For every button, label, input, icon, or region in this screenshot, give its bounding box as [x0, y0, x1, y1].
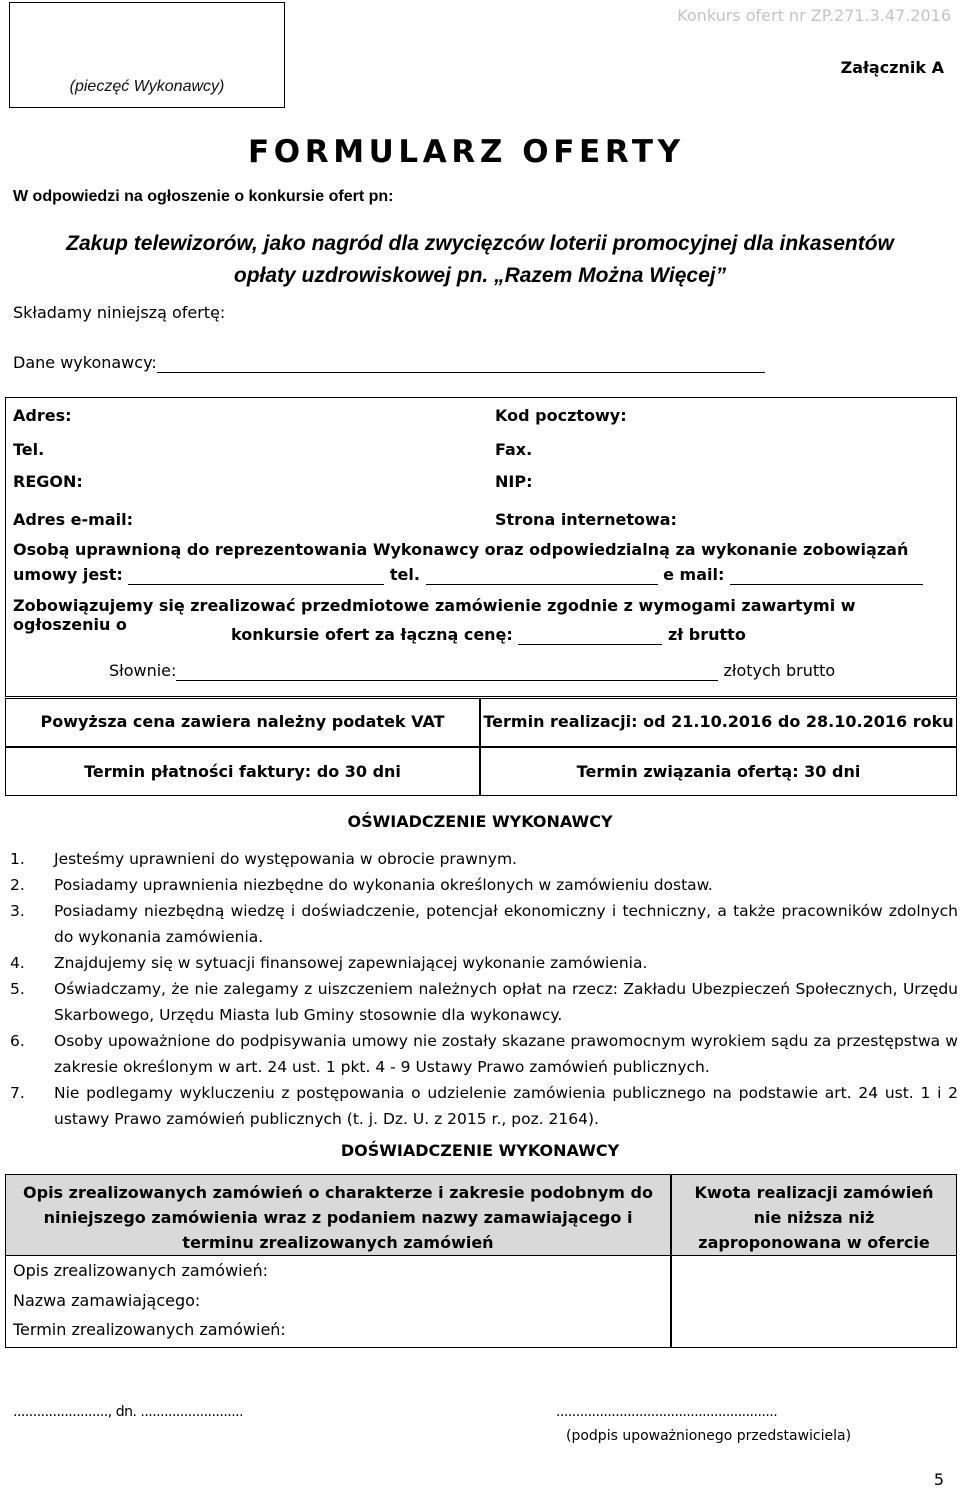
list-item — [10, 846, 958, 872]
in-words-suffix: złotych brutto — [723, 661, 836, 680]
stamp-label: (pieczęć Wykonawcy) — [69, 78, 225, 95]
payment-term: Termin płatności faktury: do 30 dni — [84, 762, 401, 781]
terms-box — [5, 698, 957, 796]
list-item — [10, 898, 958, 950]
list-item — [10, 1080, 958, 1132]
list-item — [10, 872, 958, 898]
response-line: W odpowiedzi na ogłoszenie o konkursie ofert pn: — [13, 188, 394, 205]
vat-note: Powyższa cena zawiera należny podatek VAT — [40, 712, 445, 731]
commitment-line-1: Zobowiązujemy się zrealizować przedmiotowe zamówienie zgodnie z wymogami zawartymi w ogłoszeniu o — [13, 596, 856, 634]
contractor-label: Dane wykonawcy: — [13, 353, 157, 372]
contractor-stamp-box — [9, 2, 285, 108]
currency-gross-label: zł brutto — [667, 625, 746, 644]
offer-subject — [0, 228, 960, 292]
subject-line-1: Zakup telewizorów, jako nagród dla zwycięzców loterii promocyjnej dla inkasentów — [66, 232, 894, 255]
contractor-name-field[interactable] — [157, 353, 765, 373]
terms-divider-horizontal — [6, 746, 956, 748]
email-label: Adres e-mail: — [13, 510, 133, 529]
representative-mail-field[interactable] — [730, 565, 923, 585]
experience-row-description: Opis zrealizowanych zamówień: — [13, 1261, 268, 1280]
commitment-price-row — [231, 625, 746, 645]
place-date-line: ........................, dn. .......................... — [13, 1404, 244, 1420]
list-item-text: Znajdujemy się w sytuacji finansowej zapewniającej wykonanie zamówienia. — [54, 954, 648, 972]
experience-table — [5, 1174, 957, 1348]
experience-row-term: Termin zrealizowanych zamówień: — [13, 1320, 286, 1339]
nip-label: NIP: — [495, 472, 533, 491]
list-item-number: 5. — [10, 980, 25, 998]
declaration-list — [10, 846, 958, 1132]
contractor-details-box — [5, 397, 957, 697]
price-in-words-row — [109, 661, 835, 681]
declaration-title: OŚWIADCZENIE WYKONAWCY — [347, 812, 613, 831]
signature-caption: (podpis upoważnionego przedstawiciela) — [566, 1428, 852, 1444]
signature-line: ........................................................ — [556, 1404, 778, 1420]
address-label: Adres: — [13, 406, 72, 425]
fax-label: Fax. — [495, 440, 533, 459]
representative-tel-label: tel. — [389, 565, 420, 584]
total-price-field[interactable] — [518, 625, 662, 645]
phone-label: Tel. — [13, 440, 45, 459]
representative-mail-label: e mail: — [663, 565, 725, 584]
price-in-words-field[interactable] — [176, 661, 718, 681]
list-item-number: 3. — [10, 902, 25, 920]
representative-line: Osobą uprawnioną do reprezentowania Wykonawcy oraz odpowiedzialną za wykonanie zobowiązań — [13, 540, 909, 559]
experience-col1-header: Opis zrealizowanych zamówień o charakterze i zakresie podobnym do niniejszego zamówienia wraz z podaniem nazwy zamawiającego i terminu zrealizowanych zamówień — [23, 1183, 653, 1252]
list-item — [10, 950, 958, 976]
representative-prefix: umowy jest: — [13, 565, 123, 584]
list-item-number: 1. — [10, 850, 25, 868]
postal-code-label: Kod pocztowy: — [495, 406, 627, 425]
list-item-text: Jesteśmy uprawnieni do występowania w obrocie prawnym. — [54, 850, 517, 868]
form-title: FORMULARZ OFERTY — [248, 134, 685, 170]
contractor-data-row — [13, 353, 765, 373]
submit-line: Składamy niniejszą ofertę: — [13, 303, 226, 322]
binding-term: Termin związania ofertą: 30 dni — [576, 762, 861, 781]
experience-col2-header: Kwota realizacji zamówień nie niższa niż zaproponowana w ofercie — [694, 1183, 934, 1252]
list-item-number: 6. — [10, 1032, 25, 1050]
list-item-text: Oświadczamy, że nie zalegamy z uiszczeniem należnych opłat na rzecz: Zakładu Ubezpieczeń Społecznych, Urzędu Skarbowego, Urzędu Miasta lub Gminy stosownie dla wykonawcy. — [54, 980, 958, 1024]
list-item-number: 2. — [10, 876, 25, 894]
experience-title: DOŚWIADCZENIE WYKONAWCY — [340, 1141, 620, 1160]
list-item — [10, 1028, 958, 1080]
list-item — [10, 976, 958, 1028]
realization-term: Termin realizacji: od 21.10.2016 do 28.10.2016 roku — [483, 712, 954, 731]
representative-name-field[interactable] — [128, 565, 384, 585]
list-item-text: Posiadamy niezbędną wiedzę i doświadczenie, potencjał ekonomiczny i techniczny, a także pracowników zdolnych do wykonania zamówienia. — [54, 902, 958, 946]
website-label: Strona internetowa: — [495, 510, 677, 529]
list-item-text: Posiadamy uprawnienia niezbędne do wykonania określonych w zamówieniu dostaw. — [54, 876, 713, 894]
experience-row-client: Nazwa zamawiającego: — [13, 1291, 201, 1310]
page-number: 5 — [933, 1470, 944, 1489]
list-item-number: 7. — [10, 1084, 25, 1102]
representative-tel-field[interactable] — [426, 565, 658, 585]
commitment-line-2: konkursie ofert za łączną cenę: — [231, 625, 513, 644]
subject-line-2: opłaty uzdrowiskowej pn. „Razem Można Więcej” — [233, 264, 727, 287]
regon-label: REGON: — [13, 472, 83, 491]
list-item-number: 4. — [10, 954, 25, 972]
representative-row — [13, 565, 923, 585]
annex-label: Załącznik A — [840, 58, 944, 77]
list-item-text: Nie podlegamy wykluczeniu z postępowania o udzielenie zamówienia publicznego na podstawie art. 24 ust. 1 i 2 ustawy Prawo zamówień publicznych (t. j. Dz. U. z 2015 r., poz. 2164). — [54, 1084, 958, 1128]
list-item-text: Osoby upoważnione do podpisywania umowy nie zostały skazane prawomocnym wyrokiem sądu za przestępstwa w zakresie określonym w art. 24 ust. 1 pkt. 4 - 9 Ustawy Prawo zamówień publicznych. — [54, 1032, 958, 1076]
in-words-label: Słownie: — [109, 661, 177, 680]
reference-number: Konkurs ofert nr ZP.271.3.47.2016 — [677, 6, 951, 25]
